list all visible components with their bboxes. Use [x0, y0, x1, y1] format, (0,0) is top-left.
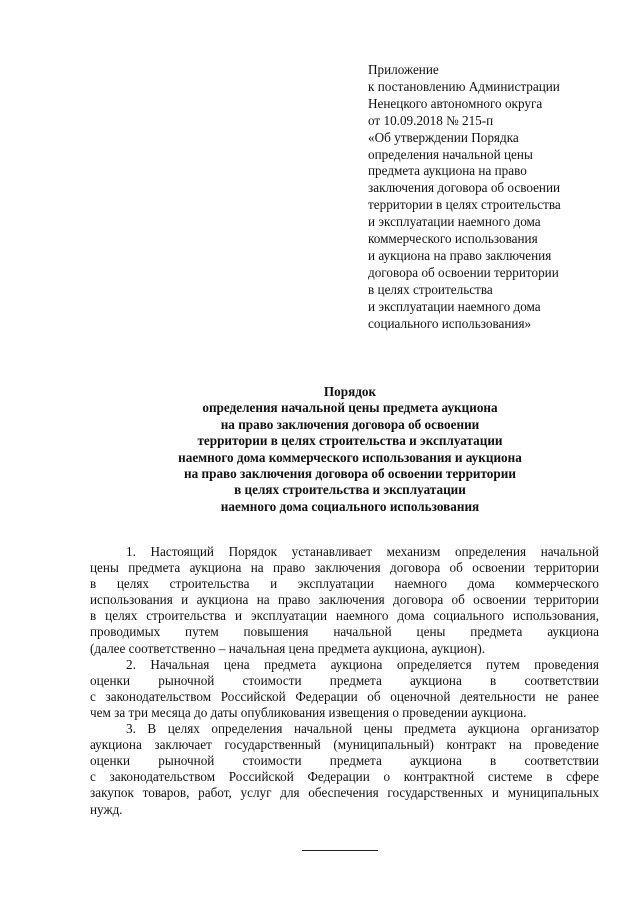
- paragraph-3-line: оценки рыночной стоимости предмета аукциона в соответствии: [90, 753, 599, 769]
- paragraph-3-line: с законодательством Российской Федерации о контрактной системе в сфере: [90, 769, 599, 785]
- title-line: территории в целях строительства и эксплуатации: [197, 433, 503, 449]
- paragraph-1-line: проводимых путем повышения начальной цены предмета аукциона: [90, 624, 599, 640]
- appendix-line: Ненецкого автономного округа: [368, 95, 543, 111]
- appendix-line: заключения договора об освоении: [368, 180, 561, 196]
- appendix-line: к постановлению Администрации: [368, 78, 560, 94]
- title-line: определения начальной цены предмета аукциона: [202, 400, 498, 416]
- paragraph-2-line: оценки рыночной стоимости предмета аукциона в соответствии: [90, 672, 599, 688]
- title-line: наемного дома социального использования: [220, 498, 480, 514]
- title-line: Порядок: [323, 384, 377, 399]
- paragraph-3-line: 3. В целях определения начальной цены предмета аукциона организатор: [126, 721, 599, 737]
- paragraph-2-line: с законодательством Российской Федерации об оценочной деятельности не ранее: [90, 688, 599, 704]
- appendix-line: и эксплуатации наемного дома: [368, 214, 541, 230]
- appendix-line: от 10.09.2018 № 215-п: [368, 112, 494, 128]
- paragraph-1-line: использования и аукциона на право заключения договора об освоении территории: [90, 592, 599, 608]
- paragraph-2-line: чем за три месяца до даты опубликования извещения о проведении аукциона.: [90, 704, 527, 720]
- paragraph-3-line: аукциона заключает государственный (муниципальный) контракт на проведение: [90, 737, 599, 753]
- document-body: [90, 544, 599, 818]
- appendix-line: социального использования»: [368, 315, 532, 331]
- title-line: на право заключения договора об освоении территории: [184, 466, 516, 482]
- paragraph-1-line: цены предмета аукциона на право заключения договора об освоении территории: [90, 560, 599, 576]
- title-line: на право заключения договора об освоении: [220, 416, 480, 432]
- appendix-line: договора об освоении территории: [368, 264, 559, 280]
- appendix-line: территории в целях строительства: [368, 197, 561, 213]
- paragraph-1-line: в целях строительства и эксплуатации наемного дома социального использования,: [90, 608, 599, 624]
- appendix-header: [368, 62, 608, 333]
- paragraph-1-line: (далее соответственно – начальная цена предмета аукциона, аукцион).: [90, 640, 486, 656]
- paragraph-3-line: нужд.: [90, 801, 123, 817]
- paragraph-1-line: 1. Настоящий Порядок устанавливает механизм определения начальной: [126, 544, 599, 559]
- paragraph-2-line: 2. Начальная цена предмета аукциона определяется путем проведения: [126, 656, 599, 672]
- appendix-line: и аукциона на право заключения: [368, 247, 552, 263]
- title-line: в целях строительства и эксплуатации: [234, 482, 466, 498]
- paragraph-1-line: в целях строительства и эксплуатации наемного дома коммерческого: [90, 576, 599, 592]
- appendix-line: «Об утверждении Порядка: [368, 129, 519, 145]
- appendix-line: в целях строительства: [368, 281, 493, 297]
- document-title: [90, 384, 610, 515]
- appendix-line: определения начальной цены: [368, 146, 533, 162]
- title-line: наемного дома коммерческого использования и аукциона: [178, 449, 522, 465]
- appendix-line: Приложение: [368, 62, 439, 77]
- paragraph-3-line: закупок товаров, работ, услуг для обеспечения государственных и муниципальных: [90, 785, 599, 801]
- appendix-line: и эксплуатации наемного дома: [368, 298, 541, 314]
- appendix-line: коммерческого использования: [368, 231, 538, 247]
- appendix-line: предмета аукциона на право: [368, 163, 527, 179]
- closing-divider: [302, 850, 378, 851]
